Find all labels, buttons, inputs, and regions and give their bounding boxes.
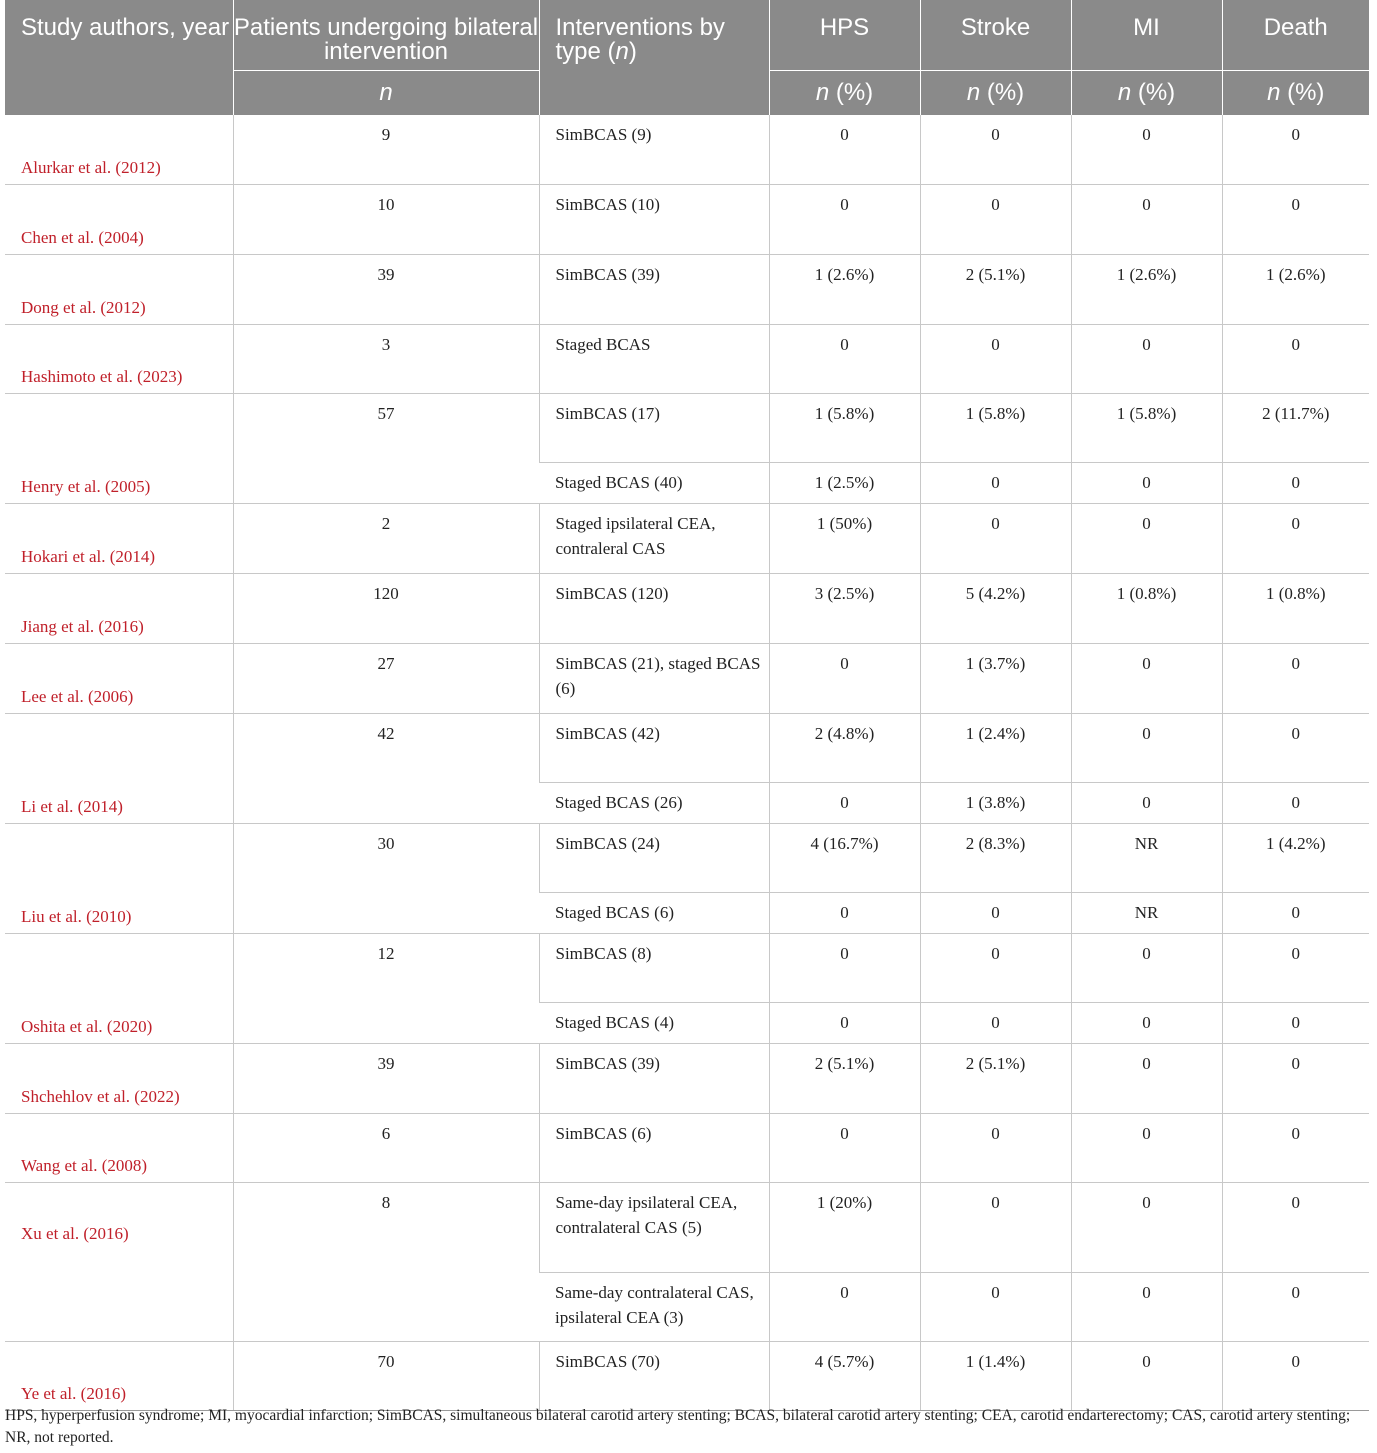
stroke-value: 0: [920, 463, 1071, 504]
death-value: 0: [1222, 644, 1369, 714]
mi-value: 0: [1071, 1114, 1222, 1183]
patient-count: 6: [233, 1114, 539, 1183]
study-name: Ye et al. (2016): [5, 1342, 233, 1411]
mi-value: 0: [1071, 463, 1222, 504]
study-name: Hashimoto et al. (2023): [5, 325, 233, 394]
study-name: Jiang et al. (2016): [5, 574, 233, 644]
study-name: Alurkar et al. (2012): [5, 115, 233, 185]
mi-value: 1 (0.8%): [1071, 574, 1222, 644]
death-value: 0: [1222, 934, 1369, 1003]
results-table: [5, 0, 1369, 1411]
table-row: [5, 115, 1369, 185]
intervention-type: SimBCAS (39): [539, 1044, 769, 1114]
table-header: [5, 0, 1369, 115]
patient-count: 42: [233, 714, 539, 824]
patient-count: 30: [233, 824, 539, 934]
stroke-value: 1 (2.4%): [920, 714, 1071, 783]
mi-value: 0: [1071, 1342, 1222, 1411]
header-stroke: Stroke: [920, 0, 1071, 70]
patient-count: 8: [233, 1183, 539, 1342]
patient-count: 120: [233, 574, 539, 644]
table-row: [5, 644, 1369, 714]
study-name: Xu et al. (2016): [5, 1183, 233, 1342]
mi-value: 1 (2.6%): [1071, 255, 1222, 325]
table-body: [5, 115, 1369, 1411]
mi-value: 0: [1071, 504, 1222, 574]
table-row: [5, 1183, 1369, 1273]
header-mi: MI: [1071, 0, 1222, 70]
study-name: Oshita et al. (2020): [5, 934, 233, 1044]
patient-count: 2: [233, 504, 539, 574]
hps-value: 0: [769, 934, 920, 1003]
study-name: Li et al. (2014): [5, 714, 233, 824]
hps-value: 0: [769, 1114, 920, 1183]
death-value: 1 (2.6%): [1222, 255, 1369, 325]
study-name: Chen et al. (2004): [5, 185, 233, 255]
intervention-type: Staged BCAS (6): [539, 893, 769, 934]
intervention-type: Same-day contralateral CAS, ipsilateral CEA (3): [539, 1273, 769, 1342]
intervention-type: Staged BCAS (26): [539, 783, 769, 824]
patient-count: 39: [233, 255, 539, 325]
death-value: 1 (4.2%): [1222, 824, 1369, 893]
table-row: [5, 934, 1369, 1003]
intervention-type: SimBCAS (9): [539, 115, 769, 185]
patient-count: 70: [233, 1342, 539, 1411]
patient-count: 57: [233, 394, 539, 504]
study-name: Henry et al. (2005): [5, 394, 233, 504]
stroke-value: 0: [920, 1273, 1071, 1342]
hps-value: 0: [769, 185, 920, 255]
death-value: 0: [1222, 893, 1369, 934]
results-table-container: [5, 0, 1369, 1411]
death-value: 0: [1222, 1114, 1369, 1183]
death-value: 0: [1222, 115, 1369, 185]
stroke-value: 0: [920, 325, 1071, 394]
mi-value: 1 (5.8%): [1071, 394, 1222, 463]
hps-value: 2 (5.1%): [769, 1044, 920, 1114]
mi-value: 0: [1071, 1273, 1222, 1342]
intervention-type: Staged BCAS (4): [539, 1003, 769, 1044]
death-value: 0: [1222, 714, 1369, 783]
hps-value: 0: [769, 1003, 920, 1044]
mi-value: 0: [1071, 115, 1222, 185]
death-value: 2 (11.7%): [1222, 394, 1369, 463]
mi-value: 0: [1071, 185, 1222, 255]
stroke-value: 0: [920, 934, 1071, 1003]
study-name: Dong et al. (2012): [5, 255, 233, 325]
header-hps-unit: n (%): [769, 70, 920, 115]
death-value: 0: [1222, 185, 1369, 255]
hps-value: 1 (50%): [769, 504, 920, 574]
hps-value: 3 (2.5%): [769, 574, 920, 644]
death-value: 0: [1222, 504, 1369, 574]
header-hps: HPS: [769, 0, 920, 70]
stroke-value: 0: [920, 185, 1071, 255]
mi-value: 0: [1071, 783, 1222, 824]
intervention-type: SimBCAS (21), staged BCAS (6): [539, 644, 769, 714]
stroke-value: 1 (3.8%): [920, 783, 1071, 824]
intervention-type: SimBCAS (24): [539, 824, 769, 893]
mi-value: 0: [1071, 934, 1222, 1003]
table-row: [5, 325, 1369, 394]
death-value: 0: [1222, 1183, 1369, 1273]
table-row: [5, 1342, 1369, 1411]
death-value: 0: [1222, 325, 1369, 394]
intervention-type: SimBCAS (39): [539, 255, 769, 325]
stroke-value: 0: [920, 504, 1071, 574]
death-value: 0: [1222, 1342, 1369, 1411]
hps-value: 0: [769, 644, 920, 714]
table-footnote: HPS, hyperperfusion syndrome; MI, myocardial infarction; SimBCAS, simultaneous bilateral carotid artery stenting; BCAS, bilateral carotid artery stenting; CEA, carotid endarterectomy; CAS, carotid artery stenting; NR, not reported.: [5, 1407, 1351, 1446]
mi-value: NR: [1071, 893, 1222, 934]
mi-value: 0: [1071, 714, 1222, 783]
patient-count: 9: [233, 115, 539, 185]
patient-count: 3: [233, 325, 539, 394]
hps-value: 1 (2.6%): [769, 255, 920, 325]
mi-value: 0: [1071, 325, 1222, 394]
table-row: [5, 824, 1369, 893]
study-name: Hokari et al. (2014): [5, 504, 233, 574]
patient-count: 39: [233, 1044, 539, 1114]
table-row: [5, 1044, 1369, 1114]
table-row: [5, 1114, 1369, 1183]
death-value: 0: [1222, 1273, 1369, 1342]
stroke-value: 0: [920, 1003, 1071, 1044]
table-row: [5, 574, 1369, 644]
header-patients: Patients undergoing bilateral intervention: [233, 0, 539, 70]
study-name: Lee et al. (2006): [5, 644, 233, 714]
study-name: Liu et al. (2010): [5, 824, 233, 934]
death-value: 0: [1222, 1044, 1369, 1114]
stroke-value: 0: [920, 115, 1071, 185]
death-value: 0: [1222, 463, 1369, 504]
header-mi-unit: n (%): [1071, 70, 1222, 115]
stroke-value: 2 (5.1%): [920, 1044, 1071, 1114]
intervention-type: SimBCAS (70): [539, 1342, 769, 1411]
stroke-value: 2 (8.3%): [920, 824, 1071, 893]
header-patients-unit: n: [233, 70, 539, 115]
intervention-type: Staged BCAS (40): [539, 463, 769, 504]
stroke-value: 5 (4.2%): [920, 574, 1071, 644]
stroke-value: 1 (5.8%): [920, 394, 1071, 463]
stroke-value: 0: [920, 1114, 1071, 1183]
hps-value: 4 (5.7%): [769, 1342, 920, 1411]
hps-value: 0: [769, 893, 920, 934]
stroke-value: 0: [920, 1183, 1071, 1273]
hps-value: 1 (20%): [769, 1183, 920, 1273]
header-stroke-unit: n (%): [920, 70, 1071, 115]
header-study: Study authors, year: [5, 0, 233, 115]
stroke-value: 1 (3.7%): [920, 644, 1071, 714]
intervention-type: SimBCAS (120): [539, 574, 769, 644]
intervention-type: SimBCAS (42): [539, 714, 769, 783]
header-death: Death: [1222, 0, 1369, 70]
hps-value: 0: [769, 1273, 920, 1342]
study-name: Wang et al. (2008): [5, 1114, 233, 1183]
death-value: 1 (0.8%): [1222, 574, 1369, 644]
table-row: [5, 185, 1369, 255]
hps-value: 0: [769, 325, 920, 394]
table-row: [5, 255, 1369, 325]
table-row: [5, 504, 1369, 574]
table-row: [5, 394, 1369, 463]
patient-count: 10: [233, 185, 539, 255]
patient-count: 12: [233, 934, 539, 1044]
stroke-value: 2 (5.1%): [920, 255, 1071, 325]
intervention-type: Staged BCAS: [539, 325, 769, 394]
study-name: Shchehlov et al. (2022): [5, 1044, 233, 1114]
mi-value: 0: [1071, 644, 1222, 714]
mi-value: 0: [1071, 1003, 1222, 1044]
header-death-unit: n (%): [1222, 70, 1369, 115]
intervention-type: SimBCAS (6): [539, 1114, 769, 1183]
stroke-value: 0: [920, 893, 1071, 934]
death-value: 0: [1222, 783, 1369, 824]
intervention-type: Same-day ipsilateral CEA, contralateral CAS (5): [539, 1183, 769, 1273]
hps-value: 0: [769, 115, 920, 185]
table-row: [5, 714, 1369, 783]
intervention-type: Staged ipsilateral CEA, contraleral CAS: [539, 504, 769, 574]
mi-value: 0: [1071, 1044, 1222, 1114]
mi-value: NR: [1071, 824, 1222, 893]
hps-value: 1 (5.8%): [769, 394, 920, 463]
stroke-value: 1 (1.4%): [920, 1342, 1071, 1411]
header-interventions: Interventions by type (n): [539, 0, 769, 115]
hps-value: 1 (2.5%): [769, 463, 920, 504]
hps-value: 4 (16.7%): [769, 824, 920, 893]
hps-value: 0: [769, 783, 920, 824]
patient-count: 27: [233, 644, 539, 714]
mi-value: 0: [1071, 1183, 1222, 1273]
intervention-type: SimBCAS (8): [539, 934, 769, 1003]
death-value: 0: [1222, 1003, 1369, 1044]
hps-value: 2 (4.8%): [769, 714, 920, 783]
intervention-type: SimBCAS (17): [539, 394, 769, 463]
intervention-type: SimBCAS (10): [539, 185, 769, 255]
